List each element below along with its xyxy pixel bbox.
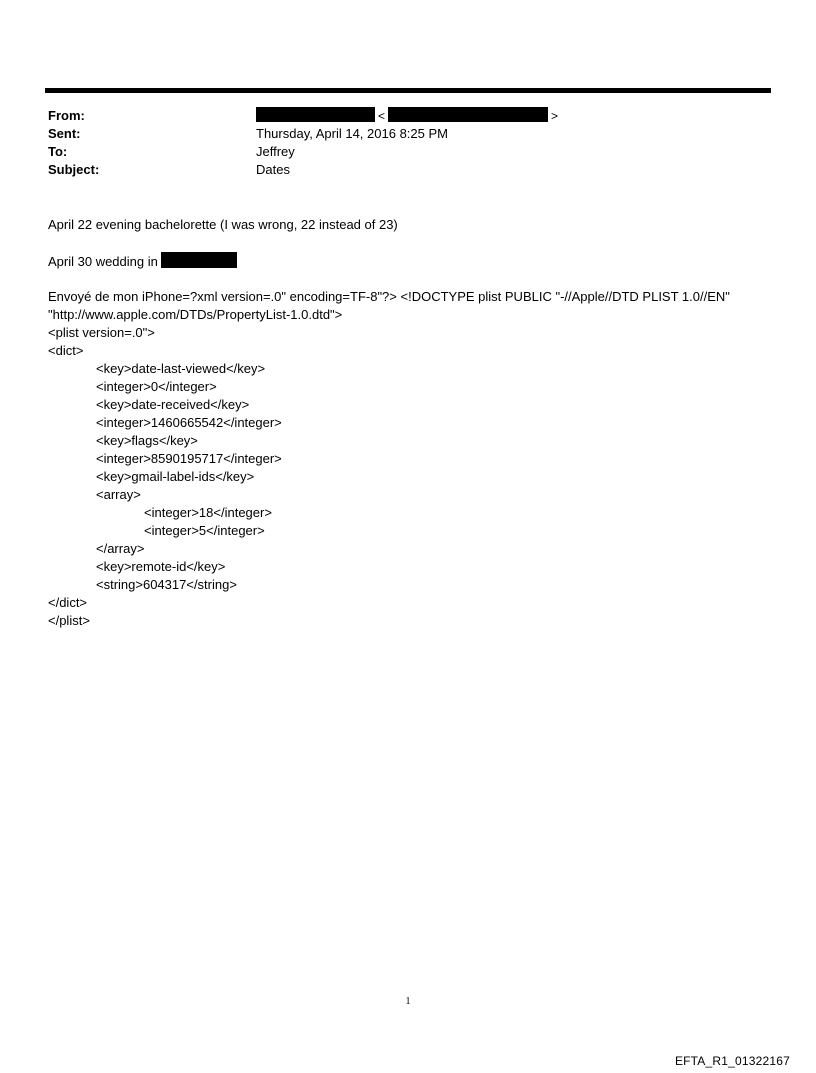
sent-label: Sent: — [48, 126, 81, 141]
document-id: EFTA_R1_01322167 — [674, 1054, 790, 1068]
body-line-wedding — [48, 252, 237, 271]
xml-line: <integer>0</integer> — [96, 379, 217, 394]
redaction-box — [388, 107, 548, 122]
redaction-box — [161, 252, 237, 268]
from-label: From: — [48, 108, 85, 123]
xml-line: </plist> — [48, 613, 90, 628]
subject-value: Dates — [256, 162, 290, 177]
xml-line: <plist version=.0"> — [48, 325, 155, 340]
xml-line: <dict> — [48, 343, 84, 358]
from-value — [256, 107, 561, 125]
xml-line: </dict> — [48, 595, 88, 610]
xml-line: <string>604317</string> — [96, 577, 237, 592]
xml-line: <key>date-received</key> — [96, 397, 250, 412]
xml-line: <integer>1460665542</integer> — [96, 415, 282, 430]
body-line-envoye: Envoyé de mon iPhone=?xml version=.0" encoding=TF-8"?> <!DOCTYPE plist PUBLIC "-//Apple//DTD PLIST 1.0//EN" — [48, 289, 730, 304]
xml-line: <key>gmail-label-ids</key> — [96, 469, 255, 484]
body-line-bachelorette: April 22 evening bachelorette (I was wrong, 22 instead of 23) — [48, 217, 398, 232]
from-gt: > — [551, 109, 559, 123]
xml-line: <key>flags</key> — [96, 433, 198, 448]
sent-value: Thursday, April 14, 2016 8:25 PM — [256, 126, 448, 141]
header-divider — [45, 88, 771, 93]
wedding-text: April 30 wedding in — [48, 254, 158, 269]
xml-line: <key>remote-id</key> — [96, 559, 226, 574]
xml-line: <integer>18</integer> — [144, 505, 272, 520]
xml-line: <integer>5</integer> — [144, 523, 265, 538]
subject-label: Subject: — [48, 162, 100, 177]
body-line-dtd-url: "http://www.apple.com/DTDs/PropertyList-1.0.dtd"> — [48, 307, 343, 322]
to-label: To: — [48, 144, 68, 159]
xml-line: <integer>8590195717</integer> — [96, 451, 282, 466]
redaction-box — [256, 107, 375, 122]
from-lt: < — [378, 109, 386, 123]
xml-line: <key>date-last-viewed</key> — [96, 361, 266, 376]
xml-line: <array> — [96, 487, 141, 502]
xml-line: </array> — [96, 541, 145, 556]
page-number: 1 — [405, 996, 411, 1007]
to-value: Jeffrey — [256, 144, 295, 159]
